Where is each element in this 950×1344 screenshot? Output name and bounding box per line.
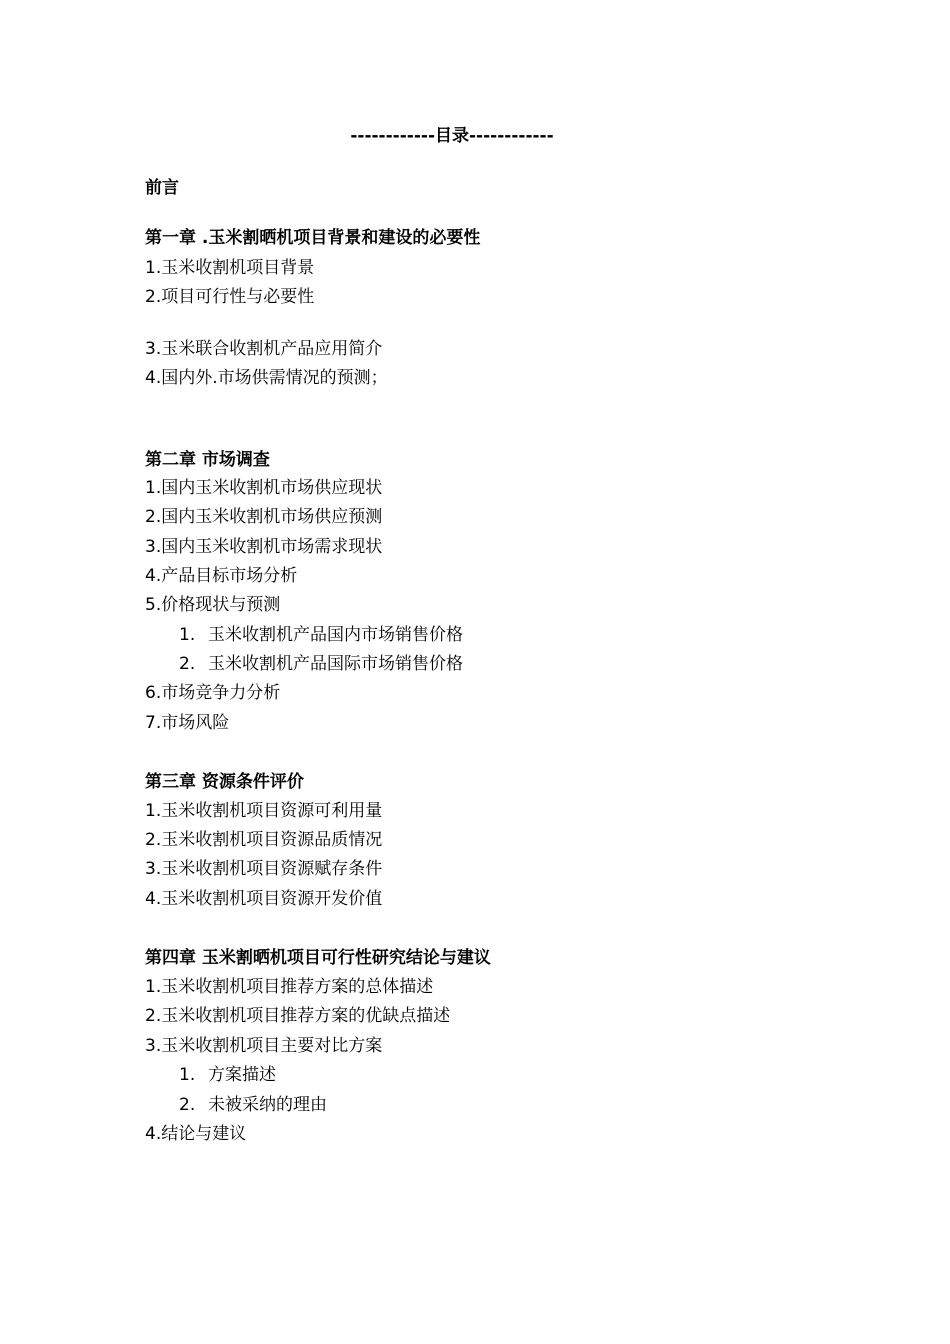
chapter-2-item-4: 4.产品目标市场分析 bbox=[145, 566, 298, 586]
chapter-2-item-2: 2.国内玉米收割机市场供应预测 bbox=[145, 507, 383, 527]
subitem-text: 玉米收割机产品国际市场销售价格 bbox=[208, 654, 463, 674]
subitem-number: 2. bbox=[179, 1095, 196, 1115]
chapter-3-heading: 第三章 资源条件评价 bbox=[145, 772, 304, 792]
chapter-1-item-3: 3.玉米联合收割机产品应用简介 bbox=[145, 339, 383, 359]
preface-heading: 前言 bbox=[145, 178, 179, 198]
chapter-2-item-7: 7.市场风险 bbox=[145, 713, 230, 733]
chapter-3-item-4: 4.玉米收割机项目资源开发价值 bbox=[145, 889, 383, 909]
subitem-number: 1. bbox=[179, 625, 196, 645]
chapter-2-item-1: 1.国内玉米收割机市场供应现状 bbox=[145, 478, 383, 498]
subitem-number: 2. bbox=[179, 654, 196, 674]
chapter-4-item-3: 3.玉米收割机项目主要对比方案 bbox=[145, 1036, 383, 1056]
chapter-1-heading: 第一章 .玉米割晒机项目背景和建设的必要性 bbox=[145, 228, 481, 248]
subitem-text: 方案描述 bbox=[208, 1065, 276, 1085]
chapter-2-item-3: 3.国内玉米收割机市场需求现状 bbox=[145, 537, 383, 557]
chapter-3-item-1: 1.玉米收割机项目资源可利用量 bbox=[145, 801, 383, 821]
chapter-4-item-4: 4.结论与建议 bbox=[145, 1124, 247, 1144]
subitem-text: 未被采纳的理由 bbox=[208, 1095, 327, 1115]
subitem-number: 1. bbox=[179, 1065, 196, 1085]
chapter-3-item-3: 3.玉米收割机项目资源赋存条件 bbox=[145, 859, 383, 879]
chapter-2-subitem-1 bbox=[179, 623, 463, 647]
subitem-text: 玉米收割机产品国内市场销售价格 bbox=[208, 625, 463, 645]
chapter-2-heading: 第二章 市场调查 bbox=[145, 450, 270, 470]
chapter-3-item-2: 2.玉米收割机项目资源品质情况 bbox=[145, 830, 383, 850]
chapter-4-subitem-1 bbox=[179, 1063, 276, 1087]
toc-title: ------------目录------------ bbox=[350, 126, 554, 146]
chapter-2-item-6: 6.市场竞争力分析 bbox=[145, 683, 281, 703]
chapter-2-item-5: 5.价格现状与预测 bbox=[145, 595, 281, 615]
chapter-1-item-4: 4.国内外.市场供需情况的预测； bbox=[145, 368, 388, 388]
chapter-4-item-1: 1.玉米收割机项目推荐方案的总体描述 bbox=[145, 977, 434, 997]
chapter-4-item-2: 2.玉米收割机项目推荐方案的优缺点描述 bbox=[145, 1006, 451, 1026]
chapter-4-heading: 第四章 玉米割晒机项目可行性研究结论与建议 bbox=[145, 948, 491, 968]
chapter-1-item-2: 2.项目可行性与必要性 bbox=[145, 287, 315, 307]
chapter-2-subitem-2 bbox=[179, 652, 463, 676]
chapter-1-item-1: 1.玉米收割机项目背景 bbox=[145, 258, 315, 278]
chapter-4-subitem-2 bbox=[179, 1093, 327, 1117]
